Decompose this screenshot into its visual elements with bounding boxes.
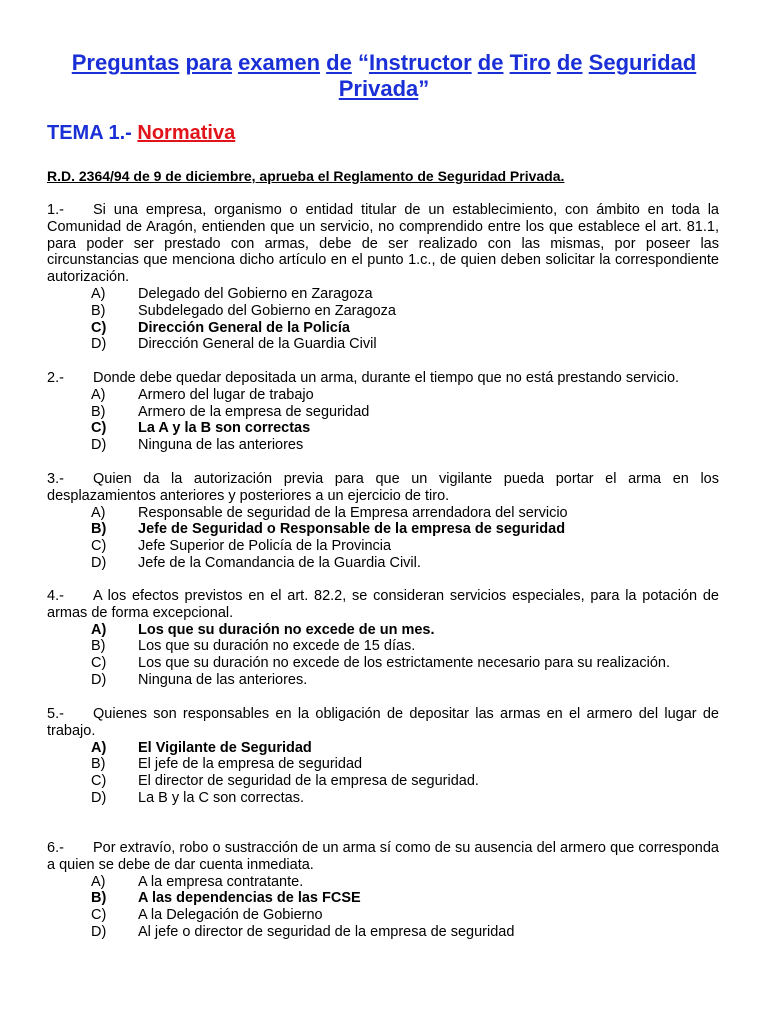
option-letter: D) xyxy=(91,671,107,688)
option-text: La A y la B son correctas xyxy=(138,420,311,437)
option-text: Al jefe o director de seguridad de la empresa de seguridad xyxy=(138,923,515,940)
question-number: 1.- xyxy=(47,202,64,218)
title-word: de xyxy=(477,50,504,75)
title-word: Seguridad xyxy=(588,50,697,75)
option-letter: D) xyxy=(91,554,107,571)
option-letter: B) xyxy=(91,638,106,655)
option-letter: B) xyxy=(91,403,106,420)
question-6 xyxy=(47,840,719,941)
option-letter: A) xyxy=(91,739,107,756)
question-text xyxy=(47,588,719,622)
option-text: Los que su duración no excede de un mes. xyxy=(138,621,435,638)
answer-option-correct xyxy=(91,622,719,639)
option-text: A la Delegación de Gobierno xyxy=(138,907,323,924)
question-statement: Donde debe quedar depositada un arma, durante el tiempo que no está prestando servicio. xyxy=(93,370,680,386)
answer-option xyxy=(91,924,719,941)
option-letter: C) xyxy=(91,319,107,336)
option-letter: A) xyxy=(91,285,106,302)
option-text: Dirección General de la Policía xyxy=(138,319,350,336)
question-number: 3.- xyxy=(47,471,64,487)
option-text: Ninguna de las anteriores xyxy=(138,437,304,454)
option-text: Delegado del Gobierno en Zaragoza xyxy=(138,285,373,302)
option-text: Los que su duración no excede de los estrictamente necesario para su realización. xyxy=(138,655,670,672)
option-text: Armero de la empresa de seguridad xyxy=(138,403,370,420)
answer-option-correct xyxy=(91,320,719,337)
answer-option-correct xyxy=(91,740,719,757)
answer-options xyxy=(91,622,719,689)
answer-option xyxy=(91,303,719,320)
section-heading xyxy=(47,122,235,145)
option-letter: B) xyxy=(91,302,106,319)
answer-options xyxy=(91,387,719,454)
answer-option xyxy=(91,538,719,555)
title-word: Preguntas xyxy=(71,50,180,75)
option-text: A la empresa contratante. xyxy=(138,873,304,890)
answer-option-correct xyxy=(91,890,719,907)
option-letter: C) xyxy=(91,773,107,790)
option-text: Jefe Superior de Policía de la Provincia xyxy=(138,538,392,555)
answer-option xyxy=(91,404,719,421)
answer-options xyxy=(91,286,719,353)
option-letter: B) xyxy=(91,756,106,773)
title-word: examen xyxy=(238,50,321,75)
option-text: A las dependencias de las FCSE xyxy=(138,890,361,907)
question-1 xyxy=(47,202,719,353)
question-text xyxy=(47,706,719,740)
answer-options xyxy=(91,874,719,941)
question-number: 2.- xyxy=(47,370,64,386)
option-letter: D) xyxy=(91,923,107,940)
question-4 xyxy=(47,588,719,689)
option-text: Ninguna de las anteriores. xyxy=(138,671,308,688)
option-text: Responsable de seguridad de la Empresa arrendadora del servicio xyxy=(138,504,568,521)
option-letter: A) xyxy=(91,386,106,403)
title-word: para xyxy=(185,50,232,75)
title-word: Tiro xyxy=(509,50,551,75)
title-word: Instructor xyxy=(368,50,472,75)
question-number: 6.- xyxy=(47,840,64,856)
answer-option xyxy=(91,790,719,807)
option-letter: A) xyxy=(91,504,106,521)
title-spacer: ” xyxy=(418,76,430,101)
answer-option-correct xyxy=(91,521,719,538)
question-text xyxy=(47,471,719,505)
question-2 xyxy=(47,370,719,454)
option-letter: D) xyxy=(91,437,107,454)
question-statement: Quien da la autorización previa para que un vigilante pueda portar el arma en los desplazamientos anteriores y posteriores a un ejercicio de tiro. xyxy=(47,471,719,504)
question-5 xyxy=(47,706,719,807)
option-text: El Vigilante de Seguridad xyxy=(138,739,312,756)
answer-options xyxy=(91,740,719,807)
question-3 xyxy=(47,471,719,572)
option-text: Jefe de la Comandancia de la Guardia Civil. xyxy=(138,554,421,571)
answer-options xyxy=(91,505,719,572)
answer-option xyxy=(91,555,719,572)
question-number: 5.- xyxy=(47,706,64,722)
question-statement: Por extravío, robo o sustracción de un arma sí como de su ausencia del armero que corresponda a quien se debe de dar cuenta inmediata. xyxy=(47,840,719,873)
option-letter: D) xyxy=(91,336,107,353)
answer-option xyxy=(91,286,719,303)
question-text xyxy=(47,370,719,387)
option-letter: D) xyxy=(91,789,107,806)
option-text: Armero del lugar de trabajo xyxy=(138,386,314,403)
document-title xyxy=(40,50,728,102)
option-text: Dirección General de la Guardia Civil xyxy=(138,336,377,353)
section-name: Normativa xyxy=(137,122,236,144)
option-letter: B) xyxy=(91,890,107,907)
answer-option-correct xyxy=(91,420,719,437)
title-word: Privada xyxy=(338,76,419,101)
option-letter: C) xyxy=(91,538,107,555)
answer-option xyxy=(91,638,719,655)
option-letter: C) xyxy=(91,420,107,437)
option-text: El director de seguridad de la empresa de seguridad. xyxy=(138,773,479,790)
title-spacer: “ xyxy=(351,50,369,75)
option-letter: A) xyxy=(91,621,107,638)
answer-option xyxy=(91,756,719,773)
answer-option xyxy=(91,505,719,522)
question-text xyxy=(47,840,719,874)
option-text: La B y la C son correctas. xyxy=(138,789,305,806)
question-number: 4.- xyxy=(47,588,64,604)
answer-option xyxy=(91,437,719,454)
answer-option xyxy=(91,336,719,353)
answer-option xyxy=(91,655,719,672)
answer-option xyxy=(91,874,719,891)
option-letter: C) xyxy=(91,655,107,672)
question-statement: Quienes son responsables en la obligación de depositar las armas en el armero del lugar de trabajo. xyxy=(47,706,719,739)
question-text xyxy=(47,202,719,286)
option-text: Subdelegado del Gobierno en Zaragoza xyxy=(138,302,396,319)
option-letter: C) xyxy=(91,907,107,924)
question-statement: A los efectos previstos en el art. 82.2, se consideran servicios especiales, para la potación de armas de forma excepcional. xyxy=(47,588,719,621)
option-letter: A) xyxy=(91,873,106,890)
answer-option xyxy=(91,773,719,790)
answer-option xyxy=(91,907,719,924)
section-number: TEMA 1.- xyxy=(47,122,138,144)
decree-reference: R.D. 2364/94 de 9 de diciembre, aprueba el Reglamento de Seguridad Privada. xyxy=(47,168,565,184)
answer-option xyxy=(91,672,719,689)
answer-option xyxy=(91,387,719,404)
option-letter: B) xyxy=(91,521,107,538)
question-statement: Si una empresa, organismo o entidad titular de un establecimiento, con ámbito en toda la Comunidad de Aragón, entienden que un servicio, no comprendido entre los que establece el art. 81.1, para poder ser prestado con armas, debe de ser realizado con las mismas, por poseer las circunstancias que menciona dicho artículo en el punto 1.c., de quien deben solicitar la correspondiente autorización. xyxy=(47,202,719,286)
option-text: El jefe de la empresa de seguridad xyxy=(138,756,363,773)
title-word: de xyxy=(326,50,352,75)
option-text: Jefe de Seguridad o Responsable de la empresa de seguridad xyxy=(138,521,566,538)
option-text: Los que su duración no excede de 15 días. xyxy=(138,638,416,655)
title-word: de xyxy=(556,50,583,75)
